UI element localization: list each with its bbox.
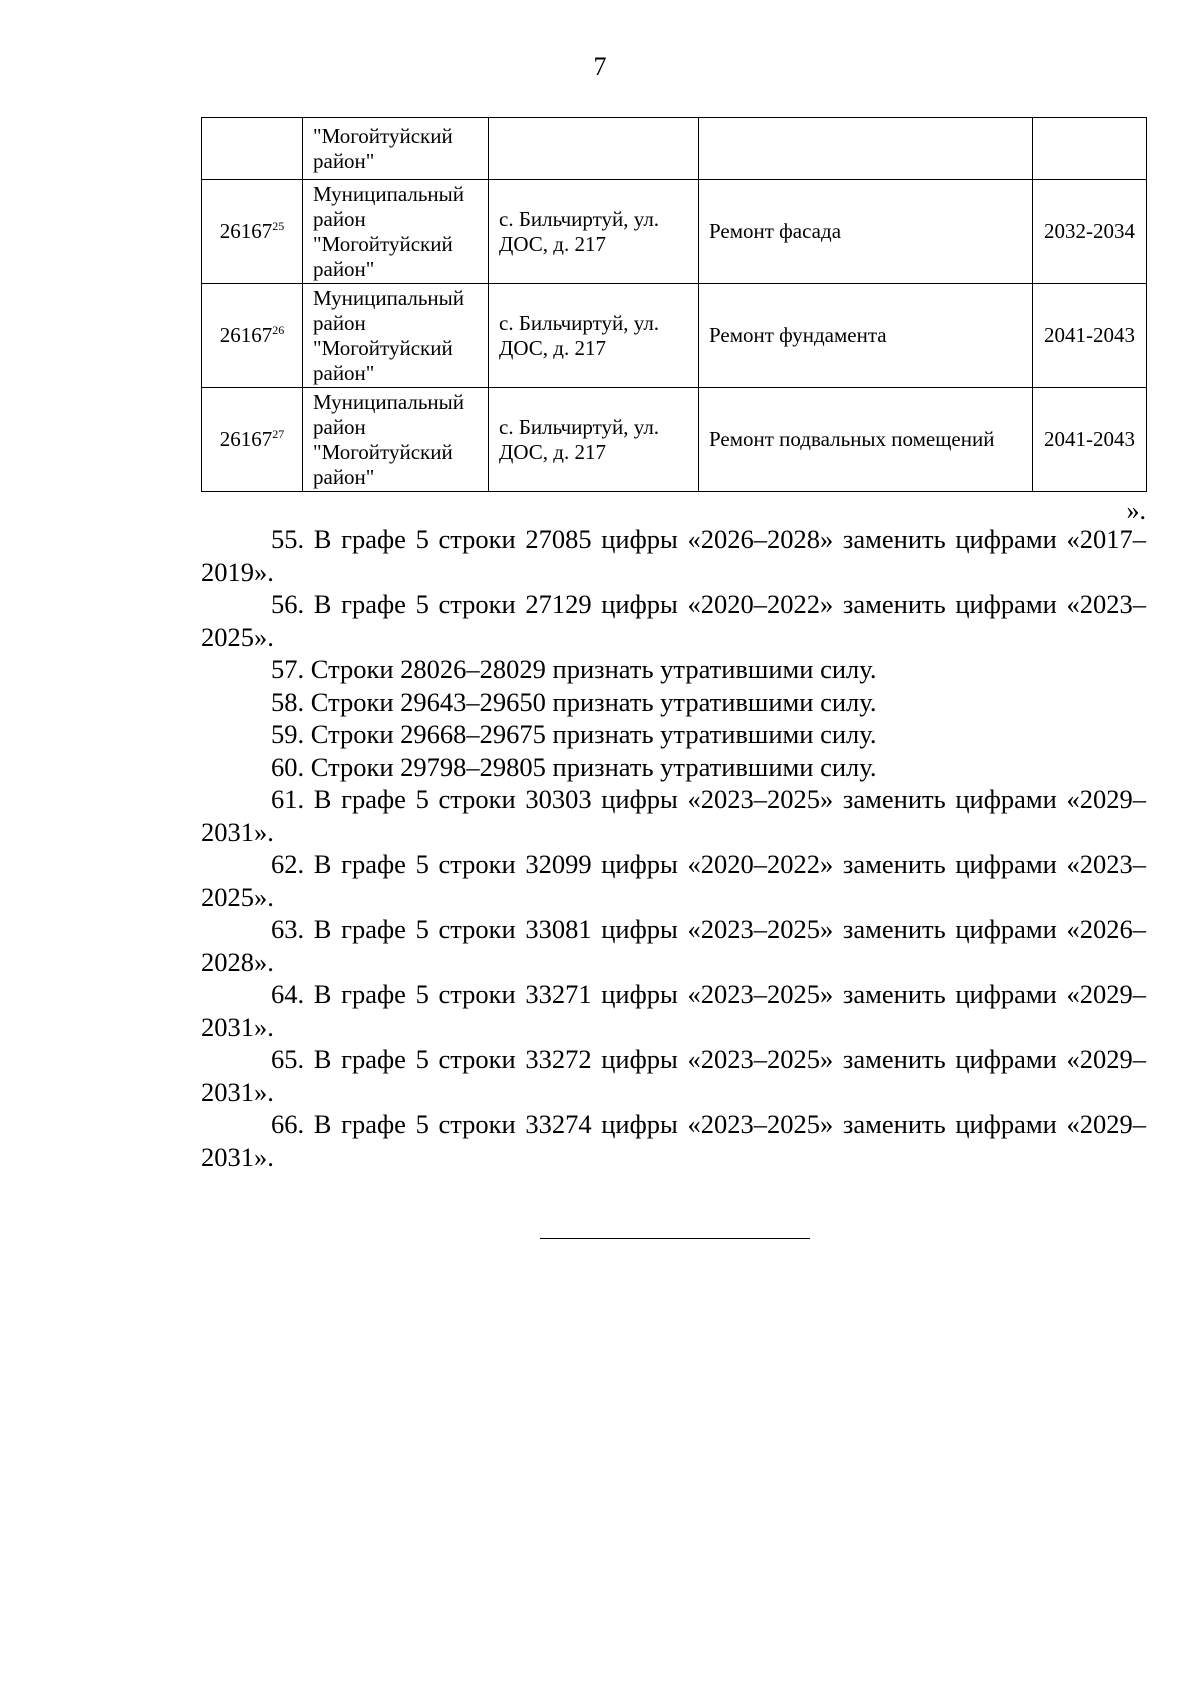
address-cell: с. Бильчиртуй, ул. ДОС, д. 217 <box>489 180 699 284</box>
row-number-superscript: 25 <box>272 219 285 233</box>
district-cell: Муниципальный район "Могойтуйский район" <box>303 180 489 284</box>
district-cell: "Могойтуйский район" <box>303 118 489 180</box>
amendment-item: 55. В графе 5 строки 27085 цифры «2026–2028» заменить цифрами «2017–2019». <box>201 524 1146 587</box>
period-cell: 2041-2043 <box>1033 284 1147 388</box>
amendment-item: 64. В графе 5 строки 33271 цифры «2023–2025» заменить цифрами «2029–2031». <box>201 979 1146 1042</box>
row-number-superscript: 27 <box>272 427 285 441</box>
page-number: 7 <box>593 52 607 81</box>
address-cell <box>489 118 699 180</box>
row-number-superscript: 26 <box>272 323 285 337</box>
amendments-list <box>201 523 1146 1173</box>
amendment-item: 60. Строки 29798–29805 признать утратившими силу. <box>271 751 877 782</box>
period-cell <box>1033 118 1147 180</box>
amendment-item: 56. В графе 5 строки 27129 цифры «2020–2022» заменить цифрами «2023–2025». <box>201 589 1146 652</box>
table-row <box>202 180 1147 284</box>
period-cell: 2041-2043 <box>1033 388 1147 492</box>
period-cell: 2032-2034 <box>1033 180 1147 284</box>
table-row <box>202 284 1147 388</box>
amendment-item: 61. В графе 5 строки 30303 цифры «2023–2025» заменить цифрами «2029–2031». <box>201 784 1146 847</box>
amendment-item: 58. Строки 29643–29650 признать утратившими силу. <box>271 686 877 717</box>
work-type-cell: Ремонт фундамента <box>699 284 1033 388</box>
row-number-cell <box>202 388 303 492</box>
amendment-item: 62. В графе 5 строки 32099 цифры «2020–2022» заменить цифрами «2023–2025». <box>201 849 1146 912</box>
work-type-cell: Ремонт фасада <box>699 180 1033 284</box>
amendment-item: 66. В графе 5 строки 33274 цифры «2023–2025» заменить цифрами «2029–2031». <box>201 1109 1146 1172</box>
closing-quote: ». <box>1126 496 1146 525</box>
address-cell: с. Бильчиртуй, ул. ДОС, д. 217 <box>489 284 699 388</box>
work-type-cell: Ремонт подвальных помещений <box>699 388 1033 492</box>
amendment-item: 65. В графе 5 строки 33272 цифры «2023–2025» заменить цифрами «2029–2031». <box>201 1044 1146 1107</box>
row-number: 26167 <box>219 219 273 243</box>
row-number: 26167 <box>219 323 273 347</box>
district-cell: Муниципальный район "Могойтуйский район" <box>303 284 489 388</box>
row-number-cell <box>202 118 303 180</box>
row-number-cell <box>202 284 303 388</box>
amendment-item: 63. В графе 5 строки 33081 цифры «2023–2025» заменить цифрами «2026–2028». <box>201 914 1146 977</box>
register-table <box>201 117 1147 492</box>
table-row <box>202 388 1147 492</box>
district-cell: Муниципальный район "Могойтуйский район" <box>303 388 489 492</box>
work-type-cell <box>699 118 1033 180</box>
address-cell: с. Бильчиртуй, ул. ДОС, д. 217 <box>489 388 699 492</box>
table-row <box>202 118 1147 180</box>
row-number: 26167 <box>219 427 273 451</box>
amendment-item: 59. Строки 29668–29675 признать утратившими силу. <box>271 719 877 749</box>
row-number-cell <box>202 180 303 284</box>
amendment-item: 57. Строки 28026–28029 признать утратившими силу. <box>271 654 877 684</box>
end-separator-line <box>540 1238 810 1239</box>
